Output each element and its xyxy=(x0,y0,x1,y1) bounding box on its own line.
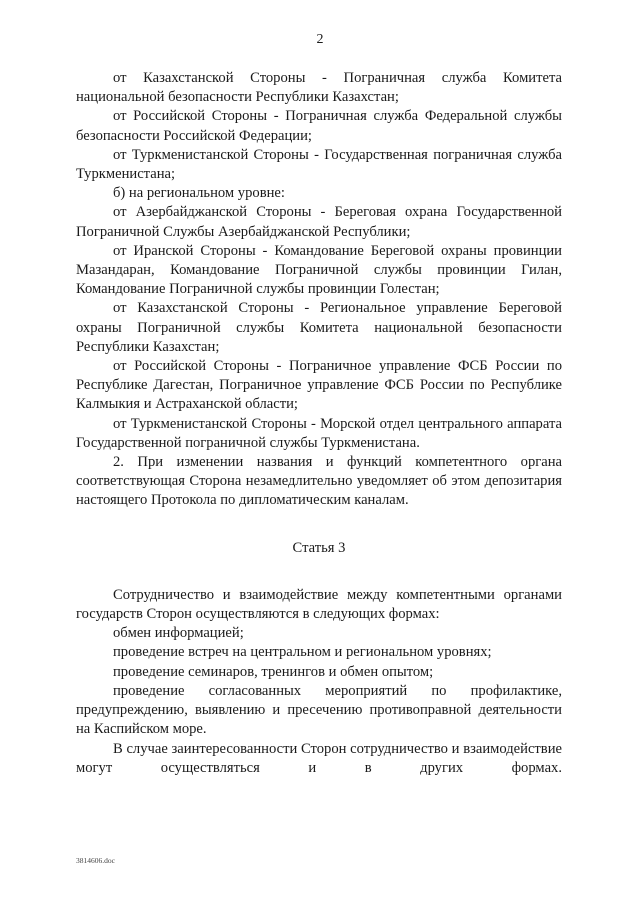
article-heading: Статья 3 xyxy=(292,539,346,556)
page-number: 2 xyxy=(316,32,324,47)
paragraph-azerbaijan-regional: от Азербайджанской Стороны - Береговая охрана Государственной Пограничной Службы Азербайджанской Республики; xyxy=(76,204,562,240)
footer-document-id: 3814606.doc xyxy=(76,856,115,865)
paragraph-russia-regional: от Российской Стороны - Пограничное управление ФСБ России по Республике Дагестан, Пограничное управление ФСБ России по Республике Калмыкия и Астраханской области; xyxy=(76,358,562,413)
paragraph-kazakhstan-central: от Казахстанской Стороны - Пограничная служба Комитета национальной безопасности Республики Казахстан; xyxy=(76,70,562,106)
paragraph-turkmenistan-central: от Туркменистанской Стороны - Государственная пограничная служба Туркменистана; xyxy=(76,146,562,183)
paragraph-kazakhstan-regional: от Казахстанской Стороны - Региональное управление Береговой охраны Пограничной службы Комитета национальной безопасности Республики Казахстан; xyxy=(76,300,562,355)
paragraph-turkmenistan-regional: от Туркменистанской Стороны - Морской отдел центрального аппарата Государственной пограничной службы Туркменистана. xyxy=(76,415,562,451)
paragraph-other-forms: В случае заинтересованности Сторон сотрудничество и взаимодействие могут осуществляться и в других формах. xyxy=(76,740,562,776)
list-item-seminars: проведение семинаров, тренингов и обмен опытом; xyxy=(113,663,434,680)
paragraph-regional-level: б) на региональном уровне: xyxy=(113,185,285,202)
document-body xyxy=(76,69,562,778)
paragraph-iran-regional: от Иранской Стороны - Командование Береговой охраны провинции Мазандаран, Командование Пограничной службы провинции Гилан, Командование Пограничной службы провинции Голестан; xyxy=(76,242,562,298)
list-item-joint-activities: проведение согласованных мероприятий по профилактике, предупреждению, выявлению и пресечению противоправной деятельности на Каспийском море. xyxy=(76,682,562,738)
paragraph-cooperation-forms: Сотрудничество и взаимодействие между компетентными органами государств Сторон осуществляются в следующих формах: xyxy=(76,586,562,623)
paragraph-clause-2: 2. При изменении названия и функций компетентного органа соответствующая Сторона незамедлительно уведомляет об этом депозитария настоящего Протокола по дипломатическим каналам. xyxy=(76,454,562,509)
list-item-meetings: проведение встреч на центральном и региональном уровнях; xyxy=(113,644,492,661)
paragraph-russia-central: от Российской Стороны - Пограничная служба Федеральной службы безопасности Российской Федерации; xyxy=(76,108,562,144)
list-item-information-exchange: обмен информацией; xyxy=(113,625,244,642)
